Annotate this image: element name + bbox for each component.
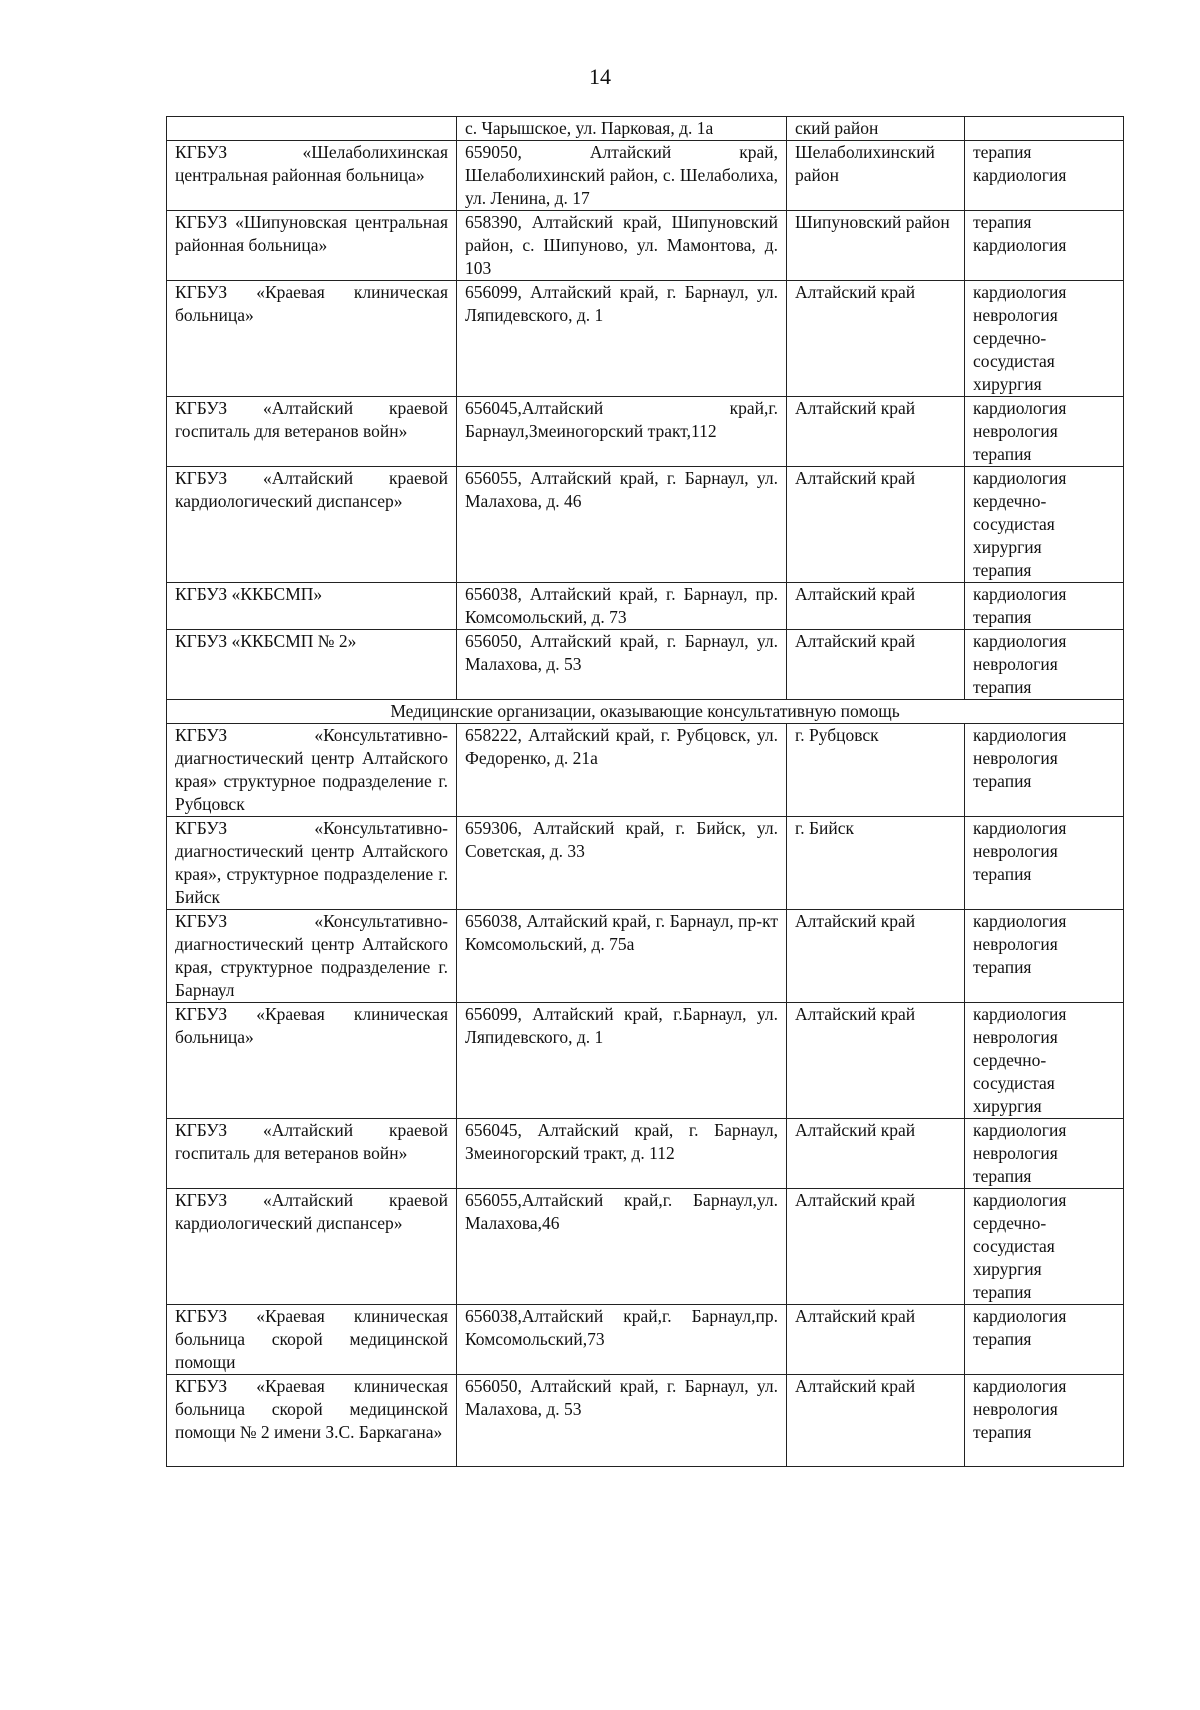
profile-item: сердечно-сосудистая хирургия: [973, 1050, 1055, 1116]
profile-item: терапия: [973, 444, 1032, 464]
profile-item: неврология: [973, 1027, 1058, 1047]
organization-name: КГБУЗ «ККБСМП № 2»: [167, 630, 457, 700]
medical-profiles: [965, 1119, 1124, 1189]
profile-item: сердечно-сосудистая хирургия: [973, 328, 1055, 394]
table-row: [167, 1119, 1124, 1189]
table-row: [167, 630, 1124, 700]
profile-item: неврология: [973, 748, 1058, 768]
profile-item: кардиология: [973, 165, 1067, 185]
table-row: [167, 1375, 1124, 1467]
medical-profiles: [965, 724, 1124, 817]
organization-address: 658222, Алтайский край, г. Рубцовск, ул. Федоренко, д. 21а: [457, 724, 787, 817]
organization-name: КГБУЗ «Консультативно-диагностический центр Алтайского края» структурное подразделение г. Рубцовск: [167, 724, 457, 817]
organization-address: 656038, Алтайский край, г. Барнаул, пр. Комсомольский, д. 73: [457, 583, 787, 630]
service-district: Алтайский край: [787, 1375, 965, 1467]
service-district: Алтайский край: [787, 281, 965, 397]
profile-item: неврология: [973, 654, 1058, 674]
medical-profiles: [965, 1375, 1124, 1467]
profile-item: кардиология: [973, 631, 1067, 651]
table-row: [167, 1305, 1124, 1375]
organization-address: 656045,Алтайский край,г. Барнаул,Змеиногорский тракт,112: [457, 397, 787, 467]
organization-address: 656055,Алтайский край,г. Барнаул,ул. Малахова,46: [457, 1189, 787, 1305]
profile-item: неврология: [973, 1143, 1058, 1163]
medical-profiles: [965, 630, 1124, 700]
service-district: ский район: [787, 117, 965, 141]
service-district: Алтайский край: [787, 1305, 965, 1375]
service-district: Алтайский край: [787, 1003, 965, 1119]
profile-item: неврология: [973, 421, 1058, 441]
organization-name: КГБУЗ «Краевая клиническая больница скорой медицинской помощи: [167, 1305, 457, 1375]
organization-name: КГБУЗ «Краевая клиническая больница»: [167, 1003, 457, 1119]
profile-item: кердечно-сосудистая хирургия: [973, 491, 1055, 557]
table-body-lower: [167, 724, 1124, 1467]
table-row: [167, 467, 1124, 583]
profile-item: кардиология: [973, 584, 1067, 604]
profile-item: терапия: [973, 864, 1032, 884]
medical-profiles: [965, 1189, 1124, 1305]
medical-profiles: [965, 1305, 1124, 1375]
table-row: [167, 583, 1124, 630]
table-row: [167, 1189, 1124, 1305]
page-number: 14: [589, 64, 611, 89]
medical-profiles: [965, 397, 1124, 467]
profile-item: неврология: [973, 841, 1058, 861]
table-body-upper: [167, 117, 1124, 700]
organization-name: КГБУЗ «Алтайский краевой кардиологический диспансер»: [167, 467, 457, 583]
profile-item: неврология: [973, 1399, 1058, 1419]
table-row: [167, 117, 1124, 141]
service-district: Алтайский край: [787, 910, 965, 1003]
profile-item: кардиология: [973, 1004, 1067, 1024]
profile-item: кардиология: [973, 468, 1067, 488]
organization-address: 656038, Алтайский край, г. Барнаул, пр-кт Комсомольский, д. 75а: [457, 910, 787, 1003]
organization-address: 656050, Алтайский край, г. Барнаул, ул. Малахова, д. 53: [457, 1375, 787, 1467]
profile-item: неврология: [973, 305, 1058, 325]
medical-profiles: [965, 467, 1124, 583]
profile-item: терапия: [973, 771, 1032, 791]
profile-item: кардиология: [973, 1306, 1067, 1326]
table-row: [167, 724, 1124, 817]
organization-address: 656045, Алтайский край, г. Барнаул, Змеиногорский тракт, д. 112: [457, 1119, 787, 1189]
service-district: Алтайский край: [787, 467, 965, 583]
medical-profiles: [965, 117, 1124, 141]
organization-address: 656038,Алтайский край,г. Барнаул,пр. Комсомольский,73: [457, 1305, 787, 1375]
profile-item: терапия: [973, 1166, 1032, 1186]
profile-item: кардиология: [973, 911, 1067, 931]
profile-item: кардиология: [973, 282, 1067, 302]
organization-name: КГБУЗ «ККБСМП»: [167, 583, 457, 630]
medical-profiles: [965, 1003, 1124, 1119]
table-row: [167, 141, 1124, 211]
service-district: Алтайский край: [787, 1189, 965, 1305]
medical-profiles: [965, 583, 1124, 630]
organization-address: с. Чарышское, ул. Парковая, д. 1а: [457, 117, 787, 141]
organizations-table: [166, 116, 1124, 1467]
service-district: Шипуновский район: [787, 211, 965, 281]
service-district: г. Бийск: [787, 817, 965, 910]
profile-item: кардиология: [973, 1120, 1067, 1140]
organization-name: КГБУЗ «Консультативно-диагностический центр Алтайского края», структурное подразделение г. Бийск: [167, 817, 457, 910]
profile-item: терапия: [973, 677, 1032, 697]
profile-item: терапия: [973, 142, 1032, 162]
organization-address: 656055, Алтайский край, г. Барнаул, ул. Малахова, д. 46: [457, 467, 787, 583]
service-district: Алтайский край: [787, 397, 965, 467]
organization-name: КГБУЗ «Шелаболихинская центральная районная больница»: [167, 141, 457, 211]
profile-item: терапия: [973, 1422, 1032, 1442]
organization-address: 659050, Алтайский край, Шелаболихинский район, с. Шелаболиха, ул. Ленина, д. 17: [457, 141, 787, 211]
organization-address: 656099, Алтайский край, г. Барнаул, ул. Ляпидевского, д. 1: [457, 281, 787, 397]
section-title: Медицинские организации, оказывающие консультативную помощь: [167, 700, 1124, 724]
profile-item: терапия: [973, 1282, 1032, 1302]
service-district: г. Рубцовск: [787, 724, 965, 817]
organization-name: КГБУЗ «Алтайский краевой кардиологический диспансер»: [167, 1189, 457, 1305]
organization-address: 656099, Алтайский край, г.Барнаул, ул. Ляпидевского, д. 1: [457, 1003, 787, 1119]
profile-item: терапия: [973, 560, 1032, 580]
medical-profiles: [965, 817, 1124, 910]
profile-item: кардиология: [973, 818, 1067, 838]
organization-name: КГБУЗ «Алтайский краевой госпиталь для ветеранов войн»: [167, 1119, 457, 1189]
organization-name: [167, 117, 457, 141]
profile-item: кардиология: [973, 725, 1067, 745]
organization-name: КГБУЗ «Алтайский краевой госпиталь для ветеранов войн»: [167, 397, 457, 467]
table-row: [167, 211, 1124, 281]
organization-name: КГБУЗ «Шипуновская центральная районная больница»: [167, 211, 457, 281]
profile-item: кардиология: [973, 1190, 1067, 1210]
profile-item: кардиология: [973, 235, 1067, 255]
section-row: [167, 700, 1124, 724]
organization-address: 659306, Алтайский край, г. Бийск, ул. Советская, д. 33: [457, 817, 787, 910]
organization-address: 656050, Алтайский край, г. Барнаул, ул. Малахова, д. 53: [457, 630, 787, 700]
service-district: Алтайский край: [787, 1119, 965, 1189]
organization-name: КГБУЗ «Консультативно-диагностический центр Алтайского края, структурное подразделение г. Барнаул: [167, 910, 457, 1003]
table-row: [167, 910, 1124, 1003]
profile-item: терапия: [973, 957, 1032, 977]
profile-item: кардиология: [973, 398, 1067, 418]
profile-item: кардиология: [973, 1376, 1067, 1396]
service-district: Алтайский край: [787, 630, 965, 700]
table-row: [167, 817, 1124, 910]
profile-item: сердечно-сосудистая хирургия: [973, 1213, 1055, 1279]
profile-item: терапия: [973, 1329, 1032, 1349]
medical-profiles: [965, 141, 1124, 211]
profile-item: терапия: [973, 607, 1032, 627]
medical-profiles: [965, 211, 1124, 281]
table-row: [167, 397, 1124, 467]
table-row: [167, 281, 1124, 397]
profile-item: терапия: [973, 212, 1032, 232]
service-district: Шелаболихинский район: [787, 141, 965, 211]
profile-item: неврология: [973, 934, 1058, 954]
medical-profiles: [965, 281, 1124, 397]
service-district: Алтайский край: [787, 583, 965, 630]
organization-name: КГБУЗ «Краевая клиническая больница»: [167, 281, 457, 397]
organization-name: КГБУЗ «Краевая клиническая больница скорой медицинской помощи № 2 имени З.С. Баркагана»: [167, 1375, 457, 1467]
medical-profiles: [965, 910, 1124, 1003]
organization-address: 658390, Алтайский край, Шипуновский район, с. Шипуново, ул. Мамонтова, д. 103: [457, 211, 787, 281]
section-header: [167, 700, 1124, 724]
table-row: [167, 1003, 1124, 1119]
